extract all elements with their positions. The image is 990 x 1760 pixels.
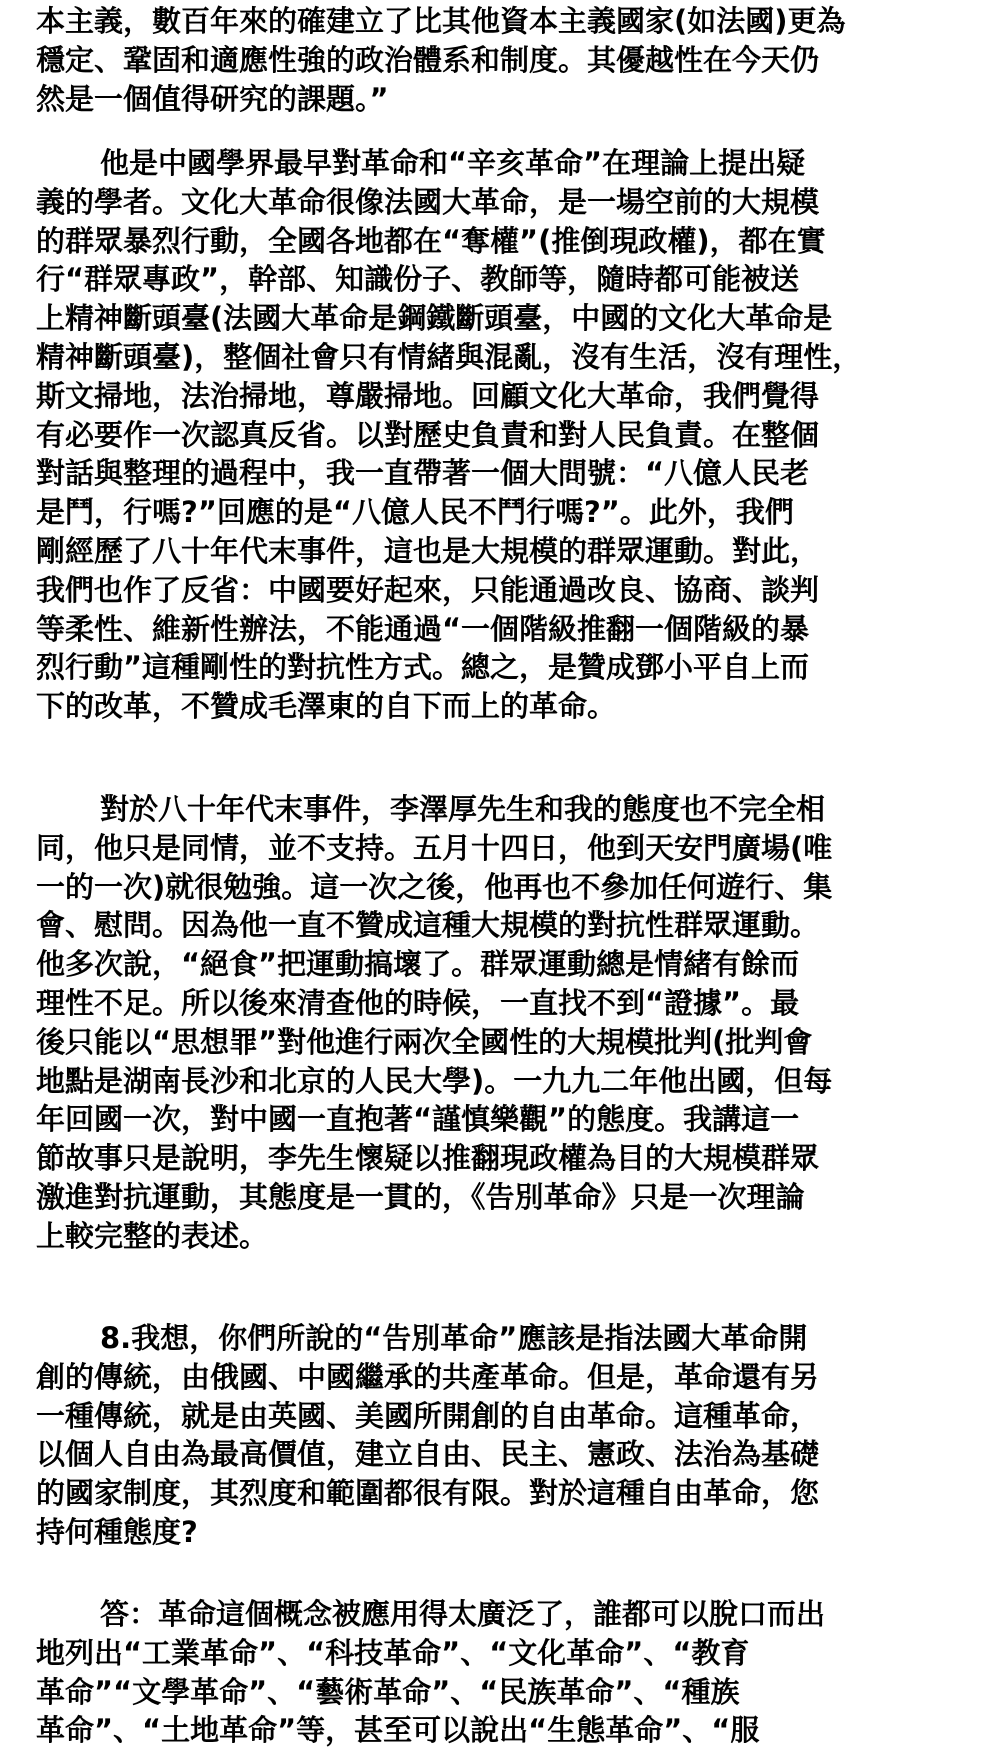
text-line: 上精神斷頭臺(法國大革命是鋼鐵斷頭臺，中國的文化大革命是	[36, 301, 833, 336]
paragraph-question-8	[36, 1319, 990, 1552]
text-line: 地列出“工業革命”、“科技革命”、“文化革命”、“教育	[36, 1635, 750, 1670]
text-line: 對於八十年代末事件，李澤厚先生和我的態度也不完全相	[100, 792, 826, 826]
text-line: 然是一個值得研究的課題。”	[36, 81, 389, 116]
text-line: 的群眾暴烈行動，全國各地都在“奪權”(推倒現政權)，都在實	[36, 223, 826, 258]
text-line: 節故事只是說明，李先生懷疑以推翻現政權為目的大規模群眾	[36, 1141, 820, 1176]
text-line: 精神斷頭臺)，整個社會只有情緒與混亂，沒有生活，沒有理性，	[36, 339, 862, 374]
text-line: 地點是湖南長沙和北京的人民大學)。一九九二年他出國，但每	[36, 1063, 833, 1098]
text-line: 創的傳統，由俄國、中國繼承的共產革命。但是，革命還有另	[36, 1359, 820, 1394]
text-line: 革命”、“土地革命”等，甚至可以說出“生態革命”、“服	[36, 1713, 760, 1748]
text-line: 年回國一次，對中國一直抱著“謹慎樂觀”的態度。我講這一	[36, 1102, 800, 1137]
text-line: 本主義，數百年來的確建立了比其他資本主義國家(如法國)更為	[36, 4, 846, 38]
text-line: 剛經歷了八十年代末事件，這也是大規模的群眾運動。對此，	[36, 533, 820, 568]
text-line: 他是中國學界最早對革命和“辛亥革命”在理論上提出疑	[100, 146, 806, 180]
paragraph-revolution-doubts	[36, 144, 990, 726]
text-line: 同，他只是同情，並不支持。五月十四日，他到天安門廣場(唯	[36, 830, 833, 865]
text-line: 有必要作一次認真反省。以對歷史負責和對人民負責。在整個	[36, 417, 820, 452]
text-line: 的國家制度，其烈度和範圍都很有限。對於這種自由革命，您	[36, 1476, 820, 1511]
text-line: 義的學者。文化大革命很像法國大革命，是一場空前的大規模	[36, 184, 820, 219]
text-line: 穩定、鞏固和適應性強的政治體系和制度。其優越性在今天仍	[36, 42, 820, 77]
text-line: 斯文掃地，法治掃地，尊嚴掃地。回顧文化大革命，我們覺得	[36, 378, 820, 413]
text-line: 等柔性、維新性辦法，不能通過“一個階級推翻一個階級的暴	[36, 611, 810, 646]
text-line: 他多次說，“絕食”把運動搞壞了。群眾運動總是情緒有餘而	[36, 947, 800, 982]
text-line: 答：革命這個概念被應用得太廣泛了，誰都可以脫口而出	[100, 1597, 826, 1631]
text-line: 行“群眾專政”，幹部、知識份子、教師等，隨時都可能被送	[36, 262, 800, 297]
text-line: 會、慰問。因為他一直不贊成這種大規模的對抗性群眾運動。	[36, 908, 820, 943]
text-line: 上較完整的表述。	[36, 1218, 269, 1253]
text-line: 後只能以“思想罪”對他進行兩次全國性的大規模批判(批判會	[36, 1024, 813, 1059]
text-line: 烈行動”這種剛性的對抗性方式。總之，是贊成鄧小平自上而	[36, 650, 810, 685]
text-line: 下的改革，不贊成毛澤東的自下而上的革命。	[36, 689, 617, 724]
text-line: 革命”“文學革命”、“藝術革命”、“民族革命”、“種族	[36, 1674, 740, 1709]
text-line: 8.我想，你們所說的“告別革命”應該是指法國大革命開	[100, 1321, 808, 1355]
paragraph-capitalism-continuation	[36, 2, 990, 118]
text-line: 是鬥，行嗎?”回應的是“八億人民不鬥行嗎?”。此外，我們	[36, 495, 794, 530]
paragraph-answer	[36, 1595, 990, 1750]
text-line: 激進對抗運動，其態度是一貫的，《告別革命》只是一次理論	[36, 1179, 805, 1214]
text-line: 持何種態度?	[36, 1514, 198, 1549]
paragraph-late-eighties-events	[36, 790, 990, 1256]
text-line: 以個人自由為最高價值，建立自由、民主、憲政、法治為基礎	[36, 1437, 820, 1472]
text-line: 理性不足。所以後來清查他的時候，一直找不到“證據”。最	[36, 985, 800, 1020]
text-line: 一的一次)就很勉強。這一次之後，他再也不參加任何遊行、集	[36, 869, 833, 904]
text-line: 一種傳統，就是由英國、美國所開創的自由革命。這種革命，	[36, 1398, 820, 1433]
text-line: 對話與整理的過程中，我一直帶著一個大問號：“八億人民老	[36, 456, 810, 491]
text-line: 我們也作了反省：中國要好起來，只能通過改良、協商、談判	[36, 572, 820, 607]
